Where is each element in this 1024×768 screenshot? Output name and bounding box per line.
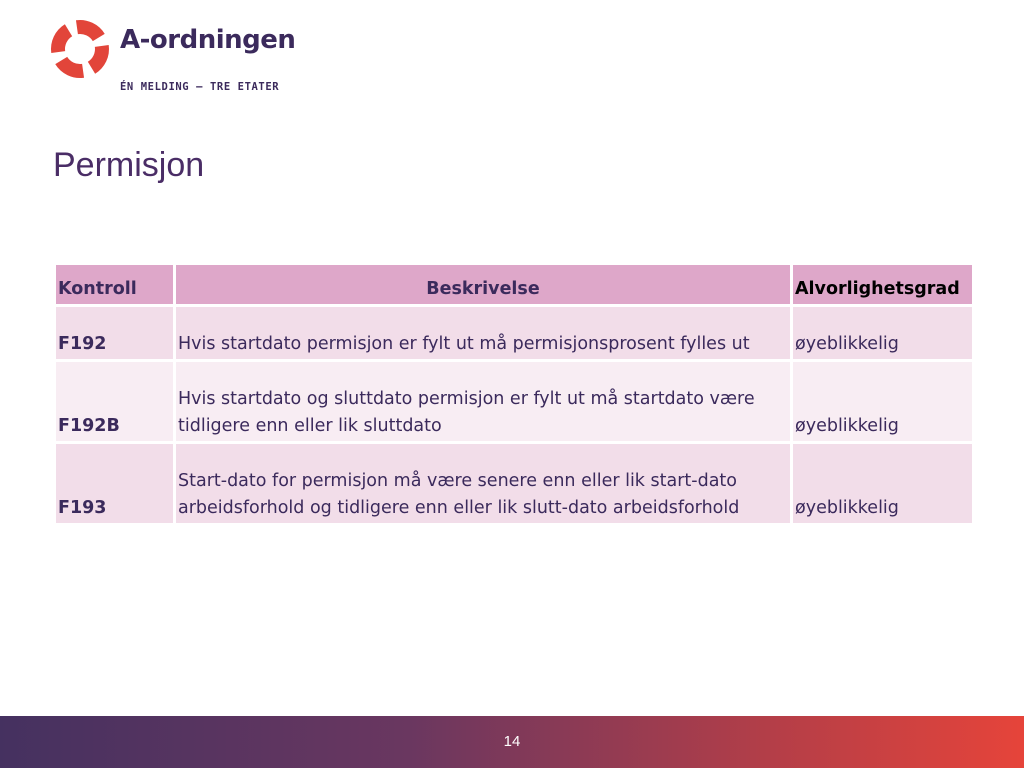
a-ordningen-logo xyxy=(50,18,296,98)
header-beskrivelse: Beskrivelse xyxy=(175,264,792,306)
page-number: 14 xyxy=(503,733,521,750)
row-kontroll: F193 xyxy=(55,443,175,525)
table-header-row xyxy=(55,264,974,306)
row-beskrivelse: Hvis startdato og sluttdato permisjon er fylt ut må startdato være tidligere enn eller lik sluttdato xyxy=(175,361,792,443)
row-beskrivelse: Start-dato for permisjon må være senere enn eller lik start-dato arbeidsforhold og tidligere enn eller lik slutt-dato arbeidsforhold xyxy=(175,443,792,525)
row-kontroll: F192 xyxy=(55,306,175,361)
table-row xyxy=(55,306,974,361)
logo-tagline: ÉN MELDING – TRE ETATER xyxy=(120,81,280,93)
row-alvorlighetsgrad: øyeblikkelig xyxy=(792,361,974,443)
row-alvorlighetsgrad: øyeblikkelig xyxy=(792,306,974,361)
row-beskrivelse: Hvis startdato permisjon er fylt ut må permisjonsprosent fylles ut xyxy=(175,306,792,361)
a-ordningen-logo-mark-icon xyxy=(50,18,114,82)
table-row xyxy=(55,361,974,443)
slide-title: Permisjon xyxy=(53,146,205,184)
control-table xyxy=(53,262,975,526)
row-kontroll: F192B xyxy=(55,361,175,443)
row-alvorlighetsgrad: øyeblikkelig xyxy=(792,443,974,525)
logo-name: A-ordningen xyxy=(120,25,296,55)
table-row xyxy=(55,443,974,525)
footer-bar xyxy=(0,716,1024,768)
header-kontroll: Kontroll xyxy=(55,264,175,306)
header-alvorlighetsgrad: Alvorlighetsgrad xyxy=(792,264,974,306)
